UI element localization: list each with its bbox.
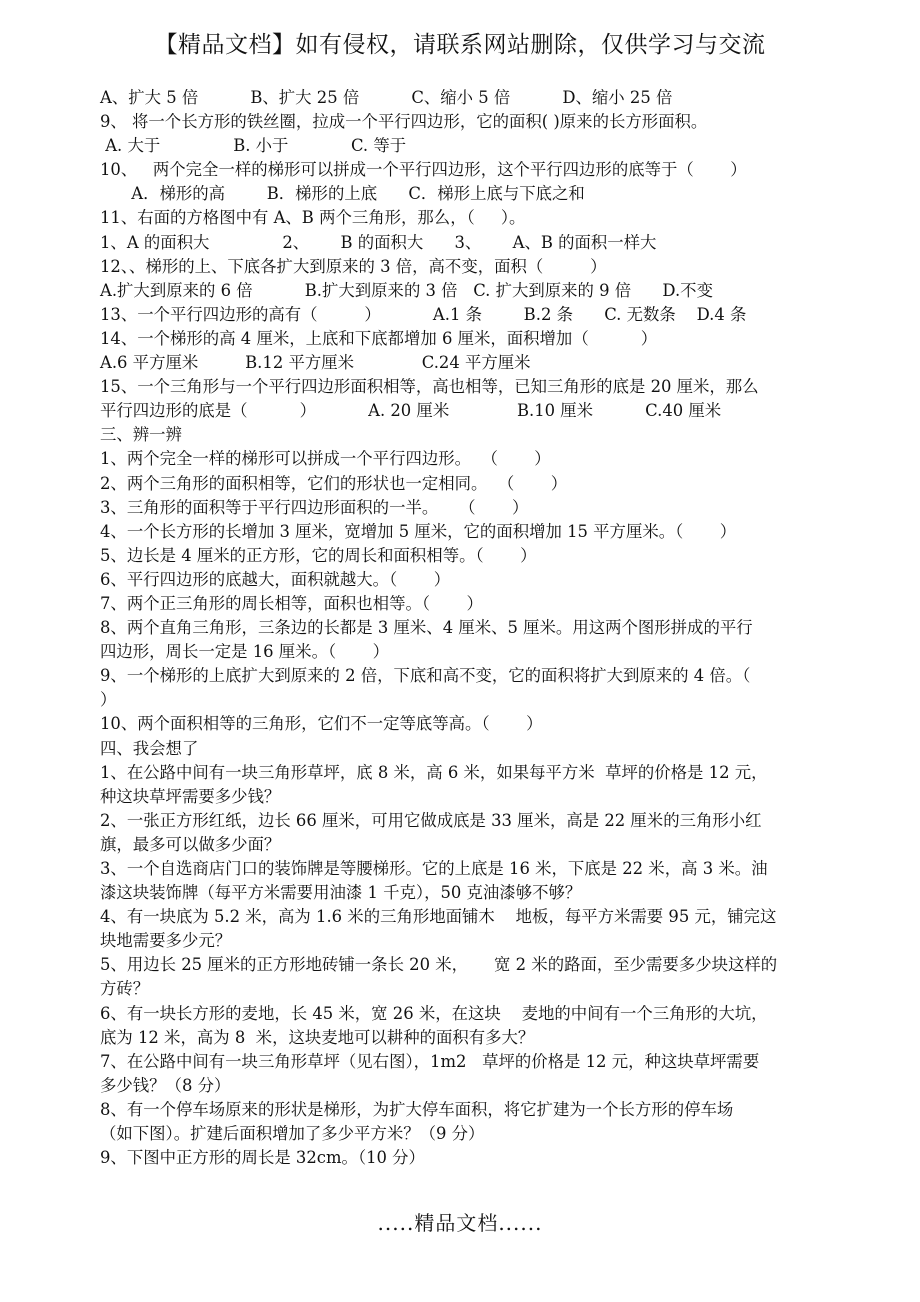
- text-line: 种这块草坪需要多少钱？: [100, 786, 281, 806]
- page-footer: .....精品文档......: [377, 1211, 543, 1235]
- text-line: ）: [100, 690, 117, 710]
- text-line: 7、两个正三角形的周长相等，面积也相等。（ ）: [100, 593, 483, 613]
- text-line: 3、三角形的面积等于平行四边形面积的一半。 （ ）: [100, 497, 529, 517]
- text-line: 8、有一个停车场原来的形状是梯形，为扩大停车面积，将它扩建为一个长方形的停车场: [100, 1099, 734, 1119]
- text-line: 11、右面的方格图中有 A、B 两个三角形，那么，（ ）。: [100, 208, 526, 228]
- text-line: 12、、梯形的上、下底各扩大到原来的 3 倍，高不变，面积（ ）: [100, 256, 607, 276]
- text-line: 14、一个梯形的高 4 厘米，上底和下底都增加 6 厘米，面积增加（ ）: [100, 328, 658, 348]
- text-line: 8、两个直角三角形，三条边的长都是 3 厘米、4 厘米、5 厘米。用这两个图形拼成的平行: [100, 618, 753, 638]
- text-line: 方砖？: [100, 979, 150, 999]
- text-line: 四边形，周长一定是 16 厘米。（ ）: [100, 642, 390, 662]
- text-line: 6、有一块长方形的麦地，长 45 米，宽 26 米，在这块 麦地的中间有一个三角形的大坑，: [100, 1003, 768, 1023]
- text-line: 多少钱？（8 分）: [100, 1075, 231, 1095]
- page-header: 【精品文档】如有侵权，请联系网站删除，仅供学习与交流: [154, 32, 766, 58]
- text-line: 6、平行四边形的底越大，面积就越大。（ ）: [100, 569, 451, 589]
- text-line: 平行四边形的底是（ ） A. 20 厘米 B.10 厘米 C.40 厘米: [100, 401, 722, 421]
- text-line: 3、一个自选商店门口的装饰牌是等腰梯形。它的上底是 16 米，下底是 22 米，高 3 米。油: [100, 859, 768, 878]
- text-line: 4、一个长方形的长增加 3 厘米，宽增加 5 厘米，它的面积增加 15 平方厘米。（ ）: [100, 521, 737, 541]
- text-line: 底为 12 米，高为 8 米，这块麦地可以耕种的面积有多大？: [100, 1027, 535, 1047]
- text-line: 旗，最多可以做多少面？: [100, 834, 281, 854]
- text-line: 10、 两个完全一样的梯形可以拼成一个平行四边形，这个平行四边形的底等于（ ）: [100, 160, 747, 180]
- text-line: 5、用边长 25 厘米的正方形地砖铺一条长 20 米， 宽 2 米的路面，至少需要多少块这样的: [100, 955, 778, 975]
- text-line: A.6 平方厘米 B.12 平方厘米 C.24 平方厘米: [100, 353, 531, 373]
- text-line: 块地需要多少元？: [100, 931, 232, 951]
- text-line: A. 大于 B. 小于 C. 等于: [100, 136, 407, 156]
- text-line: 4、有一块底为 5.2 米，高为 1.6 米的三角形地面铺木 地板，每平方米需要 95 元，铺完这: [100, 907, 777, 927]
- text-line: 1、在公路中间有一块三角形草坪，底 8 米，高 6 米，如果每平方米 草坪的价格是 12 元，: [100, 762, 768, 782]
- document-body: [100, 86, 835, 1170]
- text-line: 13、一个平行四边形的高有（ ） A.1 条 B.2 条 C. 无数条 D.4 条: [100, 304, 747, 324]
- text-line: 10、两个面积相等的三角形，它们不一定等底等高。（ ）: [100, 714, 543, 734]
- text-line: A．梯形的高 B．梯形的上底 C．梯形上底与下底之和: [100, 184, 585, 204]
- text-line: 9、 将一个长方形的铁丝圈，拉成一个平行四边形，它的面积( )原来的长方形面积。: [100, 112, 708, 132]
- text-line: A、扩大 5 倍 B、扩大 25 倍 C、缩小 5 倍 D、缩小 25 倍: [100, 88, 673, 107]
- text-line: 四、我会想了: [100, 738, 199, 758]
- text-line: 2、一张正方形红纸，边长 66 厘米，可用它做成底是 33 厘米，高是 22 厘米的三角形小红: [100, 810, 762, 830]
- text-line: A.扩大到原来的 6 倍 B.扩大到原来的 3 倍 C. 扩大到原来的 9 倍 D.不变: [100, 280, 713, 300]
- text-line: 1、A 的面积大 2、 B 的面积大 3、 A、B 的面积一样大: [100, 232, 657, 252]
- text-line: 9、下图中正方形的周长是 32cm。（10 分）: [100, 1148, 425, 1168]
- text-line: 三、辨一辨: [100, 425, 182, 445]
- text-line: 9、一个梯形的上底扩大到原来的 2 倍，下底和高不变，它的面积将扩大到原来的 4 倍。（: [100, 666, 751, 686]
- text-line: （如下图）。扩建后面积增加了多少平方米？（9 分）: [100, 1124, 485, 1144]
- text-line: 2、两个三角形的面积相等，它们的形状也一定相同。 （ ）: [100, 473, 568, 493]
- text-line: 漆这块装饰牌（每平方米需要用油漆 1 千克），50 克油漆够不够？: [100, 883, 582, 903]
- text-line: 1、两个完全一样的梯形可以拼成一个平行四边形。 （ ）: [100, 449, 551, 469]
- text-line: 15、一个三角形与一个平行四边形面积相等，高也相等，已知三角形的底是 20 厘米，那么: [100, 377, 759, 397]
- text-line: 5、边长是 4 厘米的正方形，它的周长和面积相等。（ ）: [100, 545, 537, 565]
- text-line: 7、在公路中间有一块三角形草坪（见右图），1m2 草坪的价格是 12 元，种这块草坪需要: [100, 1051, 760, 1071]
